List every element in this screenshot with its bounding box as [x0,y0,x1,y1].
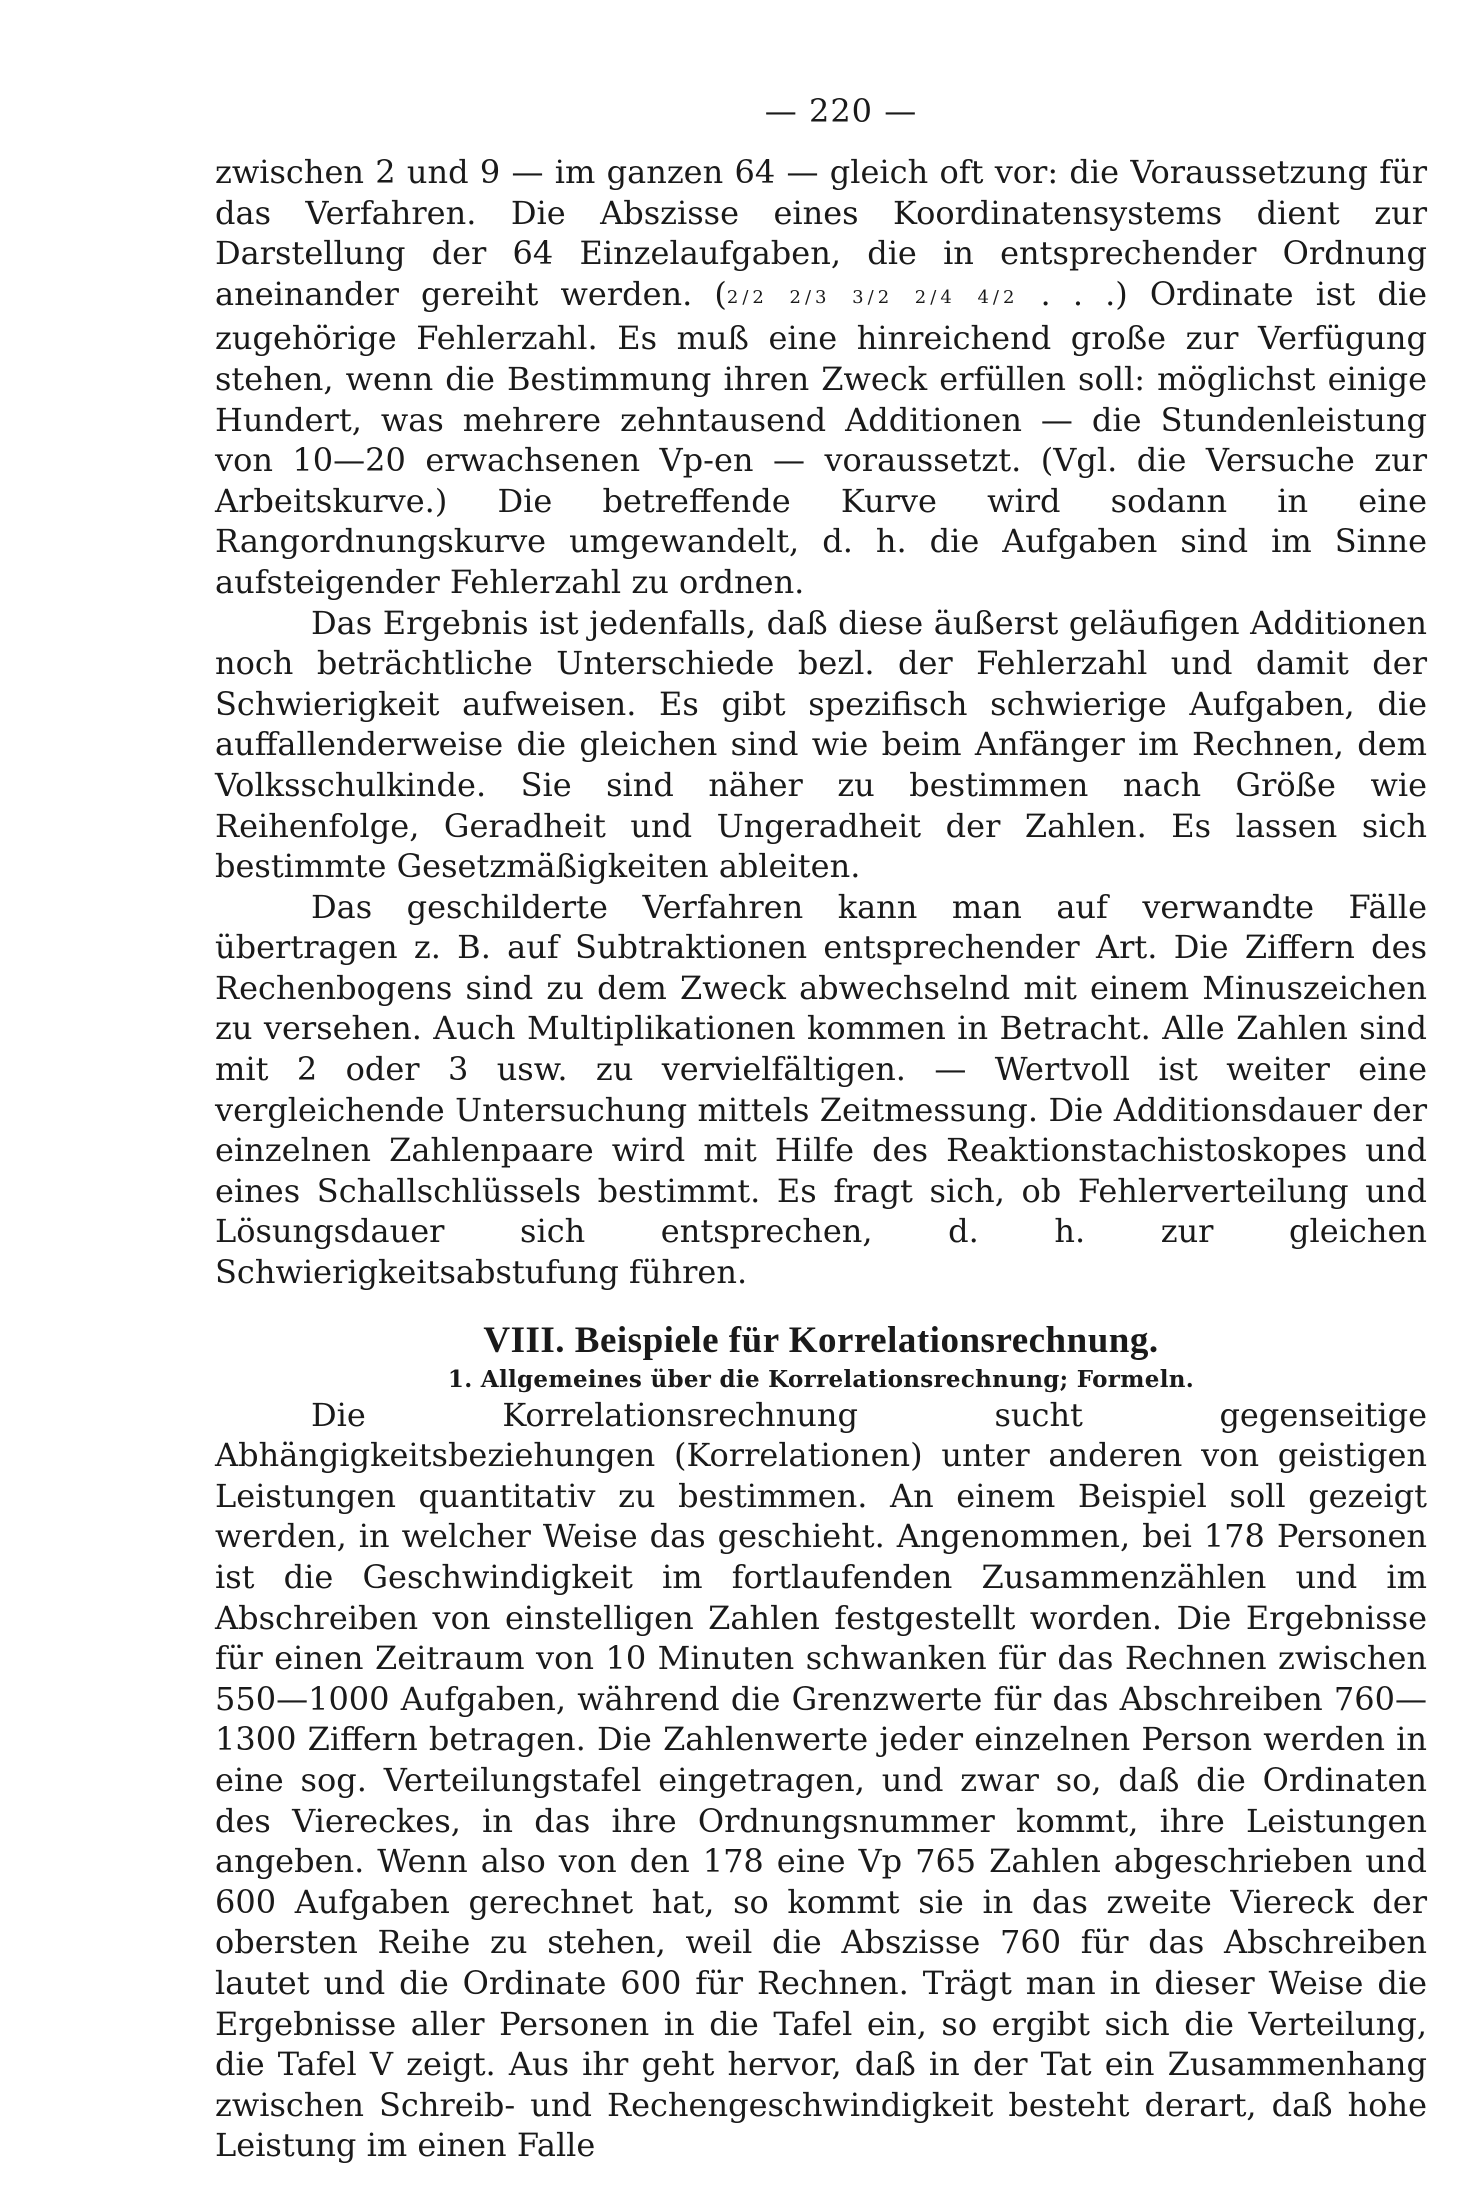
paragraph-4: Die Korrelationsrechnung sucht gegenseitige Abhängigkeitsbeziehungen (Korrelationen) unter anderen von geistigen Leistungen quantitativ zu bestimmen. An einem Beispiel soll gezeigt werden, in welcher Weise das geschieht. Angenommen, bei 178 Personen ist die Geschwindigkeit im fortlaufenden Zusammenzählen und im Abschreiben von einstelligen Zahlen festgestellt worden. Die Ergebnisse für einen Zeitraum von 10 Minuten schwanken für das Rechnen zwischen 550—1000 Aufgaben, während die Grenzwerte für das Abschreiben 760—1300 Ziffern betragen. Die Zahlenwerte jeder einzelnen Person werden in eine sog. Verteilungstafel eingetragen, und zwar so, daß die Ordinaten des Viereckes, in das ihre Ordnungsnummer kommt, ihre Leistungen angeben. Wenn also von den 178 eine Vp 765 Zahlen abgeschrieben und 600 Aufgaben gerechnet hat, so kommt sie in das zweite Viereck der obersten Reihe zu stehen, weil die Abszisse 760 für das Abschreiben lautet und die Ordinate 600 für Rechnen. Trägt man in dieser Weise die Ergebnisse aller Personen in die Tafel ein, so ergibt sich die Verteilung, die Tafel V zeigt. Aus ihr geht hervor, daß in der Tat ein Zusammenhang zwischen Schreib- und Rechengeschwindigkeit besteht derart, daß hohe Leistung im einen Falle [215,1395,1427,2165]
paragraph-3: Das geschilderte Verfahren kann man auf verwandte Fälle übertragen z. B. auf Subtraktionen entsprechender Art. Die Ziffern des Rechenbogens sind zu dem Zweck abwechselnd mit einem Minuszeichen zu versehen. Auch Multiplikationen kommen in Betracht. Alle Zahlen sind mit 2 oder 3 usw. zu vervielfältigen. — Wertvoll ist weiter eine vergleichende Untersuchung mittels Zeitmessung. Die Additionsdauer der einzelnen Zahlenpaare wird mit Hilfe des Reaktionstachistoskopes und eines Schallschlüssels bestimmt. Es fragt sich, ob Fehlerverteilung und Lösungsdauer sich entsprechen, d. h. zur gleichen Schwierigkeitsabstufung führen. [215,887,1427,1292]
page-body [215,92,1427,2166]
paragraph-1 [215,152,1427,603]
paragraph-2: Das Ergebnis ist jedenfalls, daß diese äußerst geläufigen Additionen noch beträchtliche Unterschiede bezl. der Fehlerzahl und damit der Schwierigkeit aufweisen. Es gibt spezifisch schwierige Aufgaben, die auffallenderweise die gleichen sind wie beim Anfänger im Rechnen, dem Volksschulkinde. Sie sind näher zu bestimmen nach Größe wie Reihenfolge, Geradheit und Ungeradheit der Zahlen. Es lassen sich bestimmte Gesetzmäßigkeiten ableiten. [215,603,1427,886]
paragraph-1-end: . . .) Ordinate ist die zugehörige Fehlerzahl. Es muß eine hinreichend große zur Verfügung stehen, wenn die Bestimmung ihren Zweck erfüllen soll: möglichst einige Hundert, was mehrere zehntausend Additionen — die Stundenleistung von 10—20 erwachsenen Vp-en — voraussetzt. (Vgl. die Versuche zur Arbeitskurve.) Die betreffende Kurve wird sodann in eine Rangordnungskurve umgewandelt, d. h. die Aufgaben sind im Sinne aufsteigender Fehlerzahl zu ordnen. [215,274,1428,601]
paragraph-1-start: zwischen 2 und 9 — im ganzen 64 — gleich oft vor: die Voraussetzung für das Verfahren. Die Abszisse eines Koordinatensystems dient zur Darstellung der 64 Einzelaufgaben, die in entsprechender Ordnung aneinander gereiht werden. ( [215,153,1427,313]
page-number: — 220 — [764,92,918,130]
sub-heading: 1. Allgemeines über die Korrelationsrechnung; Formeln. [447,1365,1195,1393]
section-heading: VIII. Beispiele für Korrelationsrechnung. [483,1319,1159,1361]
fraction-sequence: 2/2 2/3 3/2 2/4 4/2 [726,286,1019,308]
